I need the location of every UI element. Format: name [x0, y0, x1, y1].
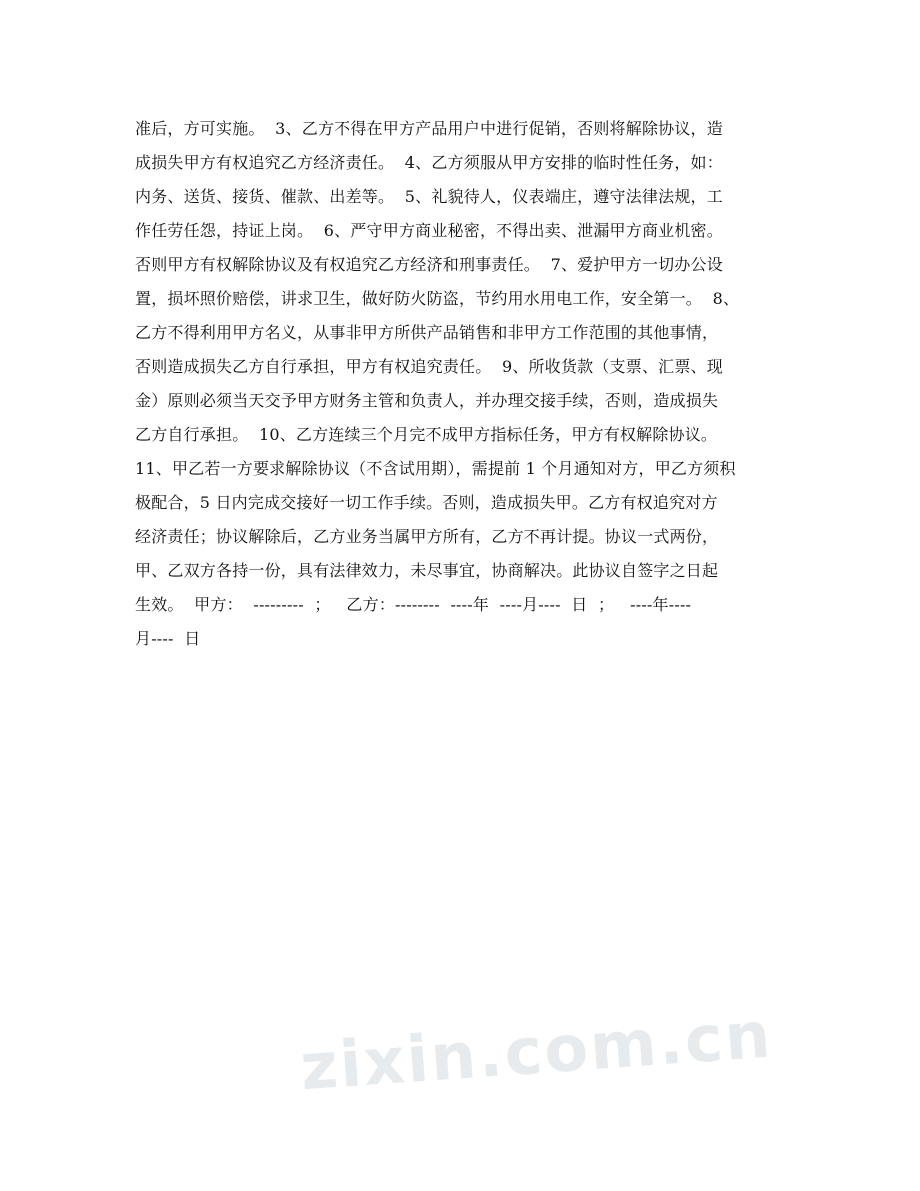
- text-line: 作任劳任怨，持证上岗。 6、严守甲方商业秘密，不得出卖、泄漏甲方商业机密。: [135, 221, 723, 240]
- text-line: 乙方不得利用甲方名义，从事非甲方所供产品销售和非甲方工作范围的其他事情，: [135, 323, 719, 342]
- text-line: 置，损坏照价赔偿，讲求卫生，做好防火防盗，节约用水用电工作，安全第一。 8、: [135, 289, 740, 308]
- signature-line: 生效。 甲方： --------- ； 乙方：-------- ----年 ----月---- 日 ； ----年----: [135, 595, 692, 614]
- signature-date-line: 月---- 日: [135, 629, 201, 648]
- text-line: 准后，方可实施。 3、乙方不得在甲方产品用户中进行促销，否则将解除协议，造: [135, 119, 723, 138]
- text-line: 否则甲方有权解除协议及有权追究乙方经济和刑事责任。 7、爱护甲方一切办公设: [135, 255, 723, 274]
- text-line: 金）原则必须当天交予甲方财务主管和负责人，并办理交接手续，否则，造成损失: [135, 391, 719, 410]
- text-line: 成损失甲方有权追究乙方经济责任。 4、乙方须服从甲方安排的临时性任务，如：: [135, 153, 723, 172]
- text-line: 经济责任；协议解除后，乙方业务当属甲方所有，乙方不再计提。协议一式两份，: [135, 527, 719, 546]
- text-line: 甲、乙双方各持一份，具有法律效力，未尽事宜，协商解决。此协议自签字之日起: [135, 561, 719, 580]
- text-line: 极配合，5 日内完成交接好一切工作手续。否则，造成损失甲。乙方有权追究对方: [135, 493, 718, 512]
- text-line: 11、甲乙若一方要求解除协议（不含试用期），需提前 1 个月通知对方，甲乙方须积: [135, 459, 736, 478]
- agreement-body-text: [135, 112, 795, 656]
- text-line: 内务、送货、接货、催款、出差等。 5、礼貌待人，仪表端庄，遵守法律法规，工: [135, 187, 723, 206]
- text-line: 否则造成损失乙方自行承担，甲方有权追究责任。 9、所收货款（支票、汇票、现: [135, 357, 723, 376]
- text-line: 乙方自行承担。 10、乙方连续三个月完不成甲方指标任务，甲方有权解除协议。: [135, 425, 718, 444]
- watermark-logo: zixin.com.cn: [297, 998, 775, 1106]
